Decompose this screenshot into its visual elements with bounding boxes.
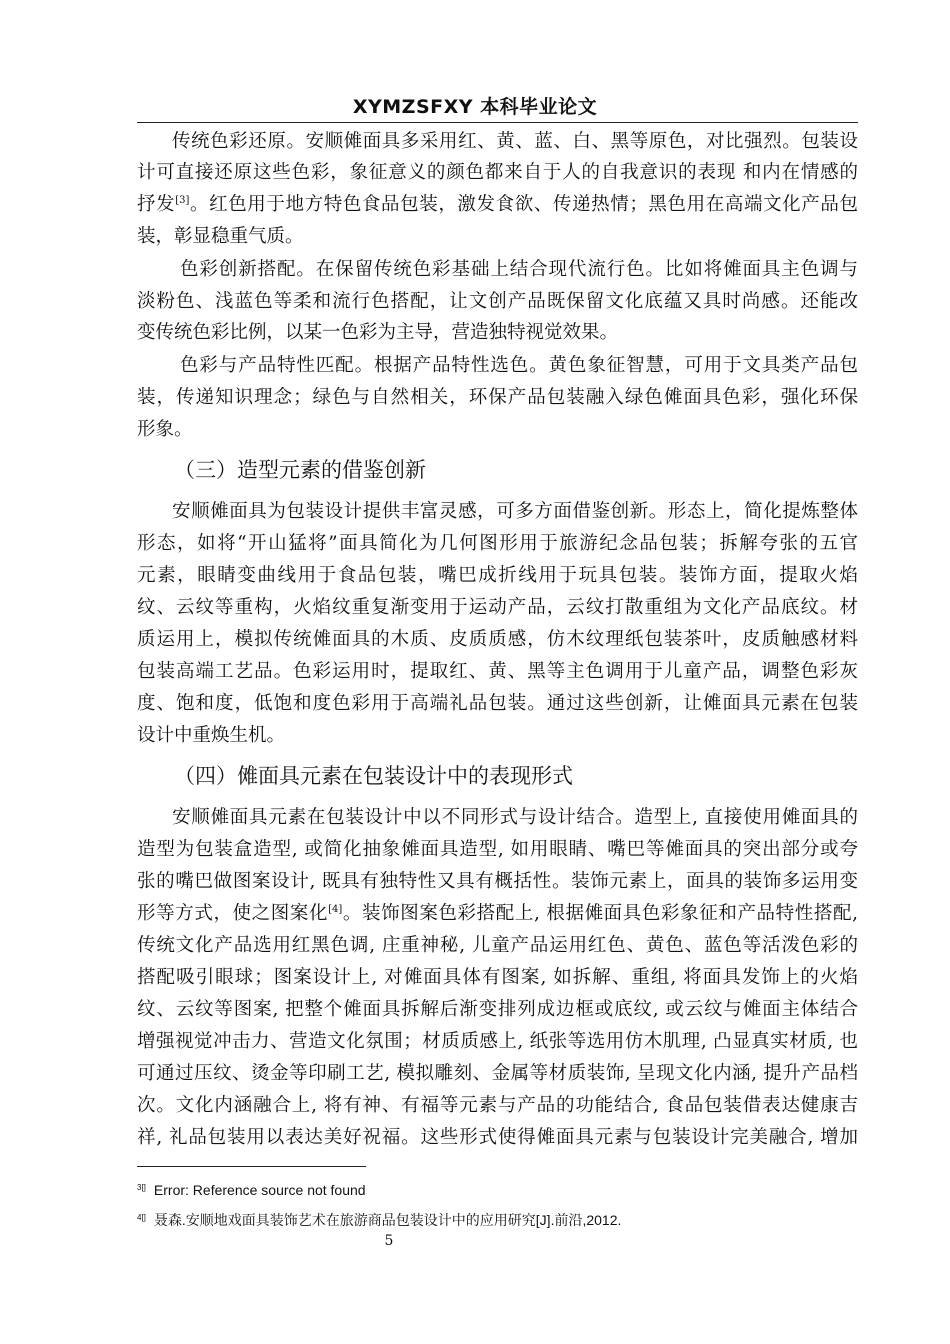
text-line: 变传统色彩比例，以某一色彩为主导，营造独特视觉效果。 xyxy=(137,322,619,343)
text-line: 形态，如将“开山猛将”面具简化为几何图形用于旅游纪念品包装；拆解夸张的五官 xyxy=(137,533,858,554)
text-line: 造型为包装盒造型, 或简化抽象傩面具造型, 如用眼睛、嘴巴等傩面具的突出部分或夸 xyxy=(137,839,858,860)
header-rule xyxy=(137,122,858,123)
footnote-text: Error: Reference source not found xyxy=(153,1182,366,1198)
text-line: 可通过压纹、烫金等印刷工艺, 模拟雕刻、金属等材质装饰, 呈现文化内涵, 提升产品档 xyxy=(137,1063,858,1084)
footnote-mark: 4[] xyxy=(137,1213,146,1222)
text-line: 形象。 xyxy=(137,419,193,440)
footnote-separator xyxy=(137,1166,366,1167)
text-line xyxy=(137,193,858,217)
text-line: 安顺傩面具为包装设计提供丰富灵感，可多方面借鉴创新。形态上，简化提炼整体 xyxy=(172,501,858,522)
text-line: 色彩创新搭配。在保留传统色彩基础上结合现代流行色。比如将傩面具主色调与 xyxy=(180,259,858,280)
footnote-mark: 3[] xyxy=(137,1183,146,1192)
section-heading: （四）傩面具元素在包装设计中的表现形式 xyxy=(174,764,573,788)
text-line: 淡粉色、浅蓝色等柔和流行色搭配，让文创产品既保留文化底蕴又具时尚感。还能改 xyxy=(137,291,858,312)
text-line: 质运用上，模拟传统傩面具的木质、皮质质感，仿木纹理纸包装茶叶，皮质触感材料 xyxy=(137,629,858,650)
text-line: 色彩与产品特性匹配。根据产品特性选色。黄色象征智慧，可用于文具类产品包 xyxy=(180,355,858,376)
text-line: 纹、云纹等重构，火焰纹重复渐变用于运动产品，云纹打散重组为文化产品底纹。材 xyxy=(137,597,858,618)
page-header-title: XYMZSFXY 本科毕业论文 xyxy=(352,96,598,118)
text-line: 纹、云纹等图案, 把整个傩面具拆解后渐变排列成边框或底纹, 或云纹与傩面主体结合 xyxy=(137,999,858,1020)
section-heading: （三）造型元素的借鉴创新 xyxy=(174,458,426,482)
text-fragment: 抒发 xyxy=(137,194,176,215)
text-line: 搭配吸引眼球；图案设计上, 对傩面具体有图案, 如拆解、重组, 将面具发饰上的火焰 xyxy=(137,967,858,988)
citation-ref[interactable]: [4] xyxy=(328,904,343,915)
text-line: 度、饱和度，低饱和度色彩用于高端礼品包装。通过这些创新，让傩面具元素在包装 xyxy=(137,693,858,714)
text-line: 祥, 礼品包装用以表达美好祝福。这些形式使得傩面具元素与包装设计完美融合, 增加 xyxy=(137,1127,858,1148)
text-line: 装，彰显稳重气质。 xyxy=(137,226,304,247)
text-line: 安顺傩面具元素在包装设计中以不同形式与设计结合。造型上, 直接使用傩面具的 xyxy=(172,807,858,828)
text-fragment: 形等方式，使之图案化 xyxy=(137,903,329,924)
footnote xyxy=(137,1209,621,1229)
footnote-text: 聂森.安顺地戏面具装饰艺术在旅游商品包装设计中的应用研究[J].前沿,2012. xyxy=(153,1212,622,1228)
footnote xyxy=(137,1179,366,1199)
text-line: 次。文化内涵融合上, 将有神、有福等元素与产品的功能结合, 食品包装借表达健康吉 xyxy=(137,1095,858,1116)
text-line: 增强视觉冲击力、营造文化氛围；材质质感上, 纸张等选用仿木肌理, 凸显真实材质, 也 xyxy=(137,1031,858,1052)
text-line: 元素，眼睛变曲线用于食品包装，嘴巴成折线用于玩具包装。装饰方面，提取火焰 xyxy=(137,565,858,586)
text-line: 传统文化产品选用红黑色调, 庄重神秘, 儿童产品运用红色、黄色、蓝色等活泼色彩的 xyxy=(137,935,858,956)
text-fragment: 。红色用于地方特色食品包装，激发食欲、传递热情；黑色用在高端文化产品包 xyxy=(189,194,858,215)
text-line: 包装高端工艺品。色彩运用时，提取红、黄、黑等主色调用于儿童产品，调整色彩灰 xyxy=(137,661,858,682)
text-line: 设计中重焕生机。 xyxy=(137,725,286,746)
text-fragment: 。装饰图案色彩搭配上, 根据傩面具色彩象征和产品特性搭配, xyxy=(342,903,858,924)
text-line: 装，传递知识理念；绿色与自然相关，环保产品包装融入绿色傩面具色彩，强化环保 xyxy=(137,387,858,408)
text-line: 计可直接还原这些色彩，象征意义的颜色都来自于人的自我意识的表现 和内在情感的 xyxy=(137,162,858,183)
text-line: 张的嘴巴做图案设计, 既具有独特性又具有概括性。装饰元素上，面具的装饰多运用变 xyxy=(137,871,858,892)
text-line: 传统色彩还原。安顺傩面具多采用红、黄、蓝、白、黑等原色，对比强烈。包装设 xyxy=(172,131,858,152)
text-line xyxy=(137,902,858,926)
page-number: 5 xyxy=(384,1233,394,1249)
citation-ref[interactable]: [3] xyxy=(175,195,190,206)
